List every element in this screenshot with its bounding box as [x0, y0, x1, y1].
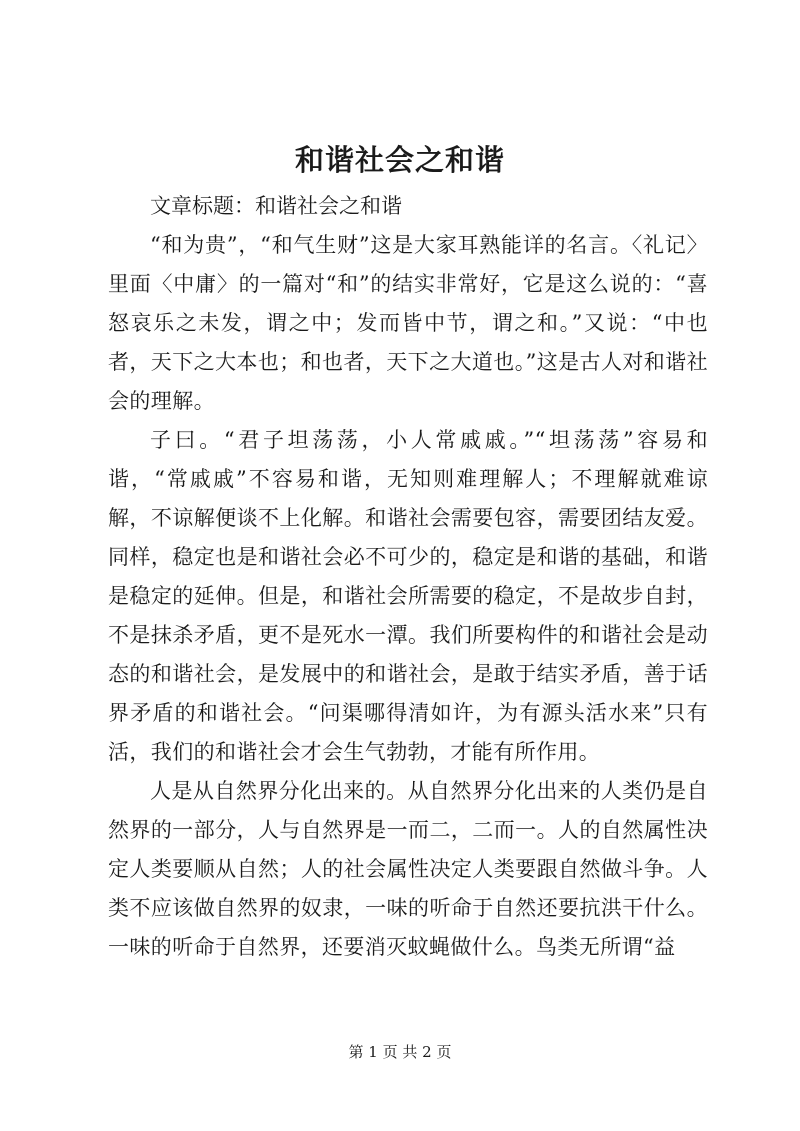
page-footer: 第 1 页 共 2 页 [348, 1043, 452, 1061]
paragraph-3: 人是从自然界分化出来的。从自然界分化出来的人类仍是自然界的一部分，人与自然界是一而二，二而一。人的自然属性决定人类要顺从自然；人的社会属性决定人类要跟自然做斗争。人类不应该做自然界的奴隶，一味的听命于自然还要抗洪干什么。一味的听命于自然界，还要消灭蚊蝇做什么。鸟类无所谓“益 [108, 779, 708, 959]
article-subtitle: 文章标题：和谐社会之和谐 [150, 194, 402, 218]
paragraph-1: “和为贵”，“和气生财”这是大家耳熟能详的名言。〈礼记〉里面〈中庸〉的一篇对“和”的结实非常好，它是这么说的：“喜怒哀乐之未发，谓之中；发而皆中节，谓之和。”又说：“中也者，天下之大本也；和也者，天下之大道也。”这是古人对和谐社会的理解。 [108, 233, 708, 413]
article-body [108, 226, 708, 967]
document-title: 和谐社会之和谐 [294, 143, 505, 177]
paragraph-2: 子曰。“君子坦荡荡，小人常戚戚。”“坦荡荡”容易和谐，“常戚戚”不容易和谐，无知则难理解人；不理解就难谅解，不谅解便谈不上化解。和谐社会需要包容，需要团结友爱。同样，稳定也是和谐社会必不可少的，稳定是和谐的基础，和谐是稳定的延伸。但是，和谐社会所需要的稳定，不是故步自封，不是抹杀矛盾，更不是死水一潭。我们所要构件的和谐社会是动态的和谐社会，是发展中的和谐社会，是敢于结实矛盾，善于话界矛盾的和谐社会。“问渠哪得清如许，为有源头活水来”只有活，我们的和谐社会才会生气勃勃，才能有所作用。 [108, 428, 708, 764]
